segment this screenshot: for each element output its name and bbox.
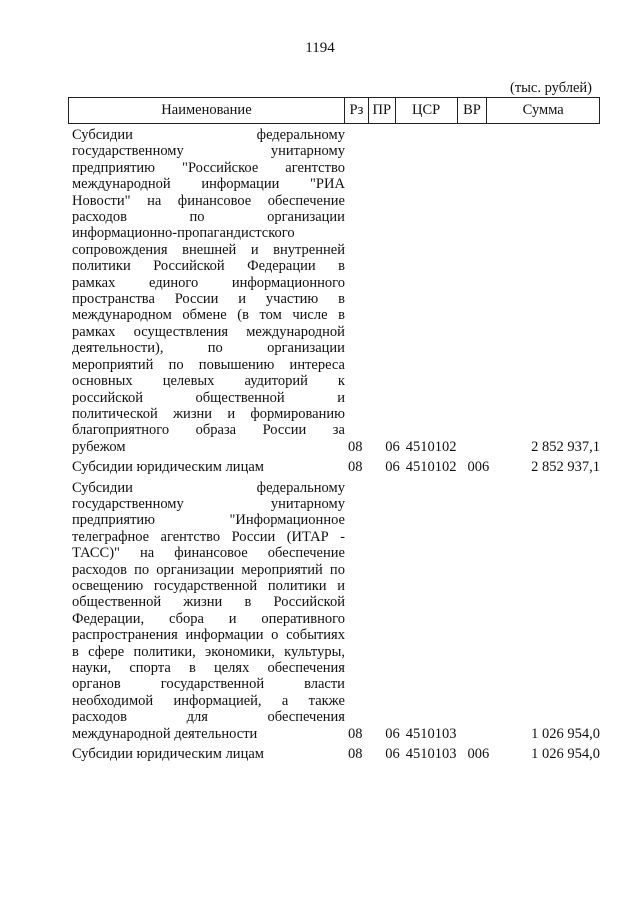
row-name-line: необходимой информацией, а также bbox=[72, 692, 345, 709]
row-name-line: Новости" на финансовое обеспечение bbox=[72, 192, 345, 209]
row-rz: 08 bbox=[347, 746, 363, 763]
row-sum: 1 026 954,0 bbox=[531, 725, 601, 742]
row-name-line: деятельности), по организации bbox=[72, 340, 345, 357]
row-name bbox=[68, 746, 345, 762]
row-name-line: Субсидии юридическим лицам bbox=[72, 746, 264, 763]
table-row bbox=[68, 480, 600, 743]
row-name-line: международной деятельности bbox=[72, 725, 258, 742]
row-name-line: науки, спорта в целях обеспечения bbox=[72, 660, 345, 676]
row-pr: 06 bbox=[385, 725, 400, 742]
row-name-line: органов государственной власти bbox=[72, 676, 345, 693]
row-sum: 1 026 954,0 bbox=[531, 746, 601, 763]
row-pr: 06 bbox=[385, 746, 400, 763]
row-name-line: рамках осуществления международной bbox=[72, 323, 345, 340]
row-name-line: российской общественной и bbox=[72, 389, 345, 406]
row-pr: 06 bbox=[385, 459, 400, 476]
row-pr: 06 bbox=[385, 438, 400, 455]
row-name-line: освещению государственной политики и bbox=[72, 577, 345, 594]
budget-table bbox=[68, 97, 600, 766]
header-pr: ПР bbox=[368, 98, 395, 123]
header-vr: ВР bbox=[457, 98, 487, 123]
row-sum: 2 852 937,1 bbox=[531, 438, 601, 455]
row-name-line: благоприятного образа России за bbox=[72, 422, 345, 439]
header-rz: Рз bbox=[344, 98, 368, 123]
row-name bbox=[68, 127, 345, 455]
row-name-line: государственному унитарному bbox=[72, 143, 345, 160]
table-row bbox=[68, 459, 600, 475]
row-name-line: предприятию "Информационное bbox=[72, 512, 345, 529]
row-name-line: мероприятий по повышению интереса bbox=[72, 356, 345, 373]
row-name-line: расходов по организации мероприятий по bbox=[72, 561, 345, 578]
row-name-line: информационно-пропагандистского bbox=[72, 225, 295, 242]
row-name-line: международной информации "РИА bbox=[72, 176, 345, 193]
row-rz: 08 bbox=[347, 459, 363, 476]
row-name-line: Федерации, сбора и оперативного bbox=[72, 610, 345, 627]
row-name-line: общественной жизни в Российской bbox=[72, 594, 345, 611]
row-name-line: рубежом bbox=[72, 438, 126, 455]
row-rz: 08 bbox=[347, 725, 363, 742]
units-label: (тыс. рублей) bbox=[510, 80, 592, 96]
row-sum: 2 852 937,1 bbox=[531, 459, 601, 476]
row-name-line: основных целевых аудиторий к bbox=[72, 373, 345, 390]
row-name-line: распространения информации о событиях bbox=[72, 627, 345, 644]
header-name: Наименование bbox=[161, 102, 252, 118]
table-row bbox=[68, 746, 600, 762]
row-name-line: расходов для обеспечения bbox=[72, 709, 345, 726]
row-name-line: Субсидии юридическим лицам bbox=[72, 459, 264, 476]
row-csr: 4510102 bbox=[405, 438, 457, 455]
row-name-line: в сфере политики, экономики, культуры, bbox=[72, 643, 345, 660]
row-rz: 08 bbox=[347, 438, 363, 455]
row-name-line: политики Российской Федерации в bbox=[72, 258, 345, 275]
row-name-line: государственному унитарному bbox=[72, 495, 345, 512]
row-name-line: Субсидии федеральному bbox=[72, 479, 345, 496]
page-number: 1194 bbox=[305, 40, 335, 56]
row-name-line: предприятию "Российское агентство bbox=[72, 159, 345, 176]
row-name bbox=[68, 480, 345, 743]
row-csr: 4510103 bbox=[405, 725, 457, 742]
header-csr: ЦСР bbox=[395, 98, 457, 123]
row-vr: 006 bbox=[467, 746, 490, 763]
table-row bbox=[68, 127, 600, 455]
row-name-line: сопровождения внешней и внутренней bbox=[72, 241, 345, 258]
row-name-line: расходов по организации bbox=[72, 209, 345, 226]
row-name-line: международном обмене (в том числе в bbox=[72, 307, 345, 324]
row-name-line: рамках единого информационного bbox=[72, 274, 345, 291]
table-header bbox=[68, 97, 600, 124]
table-body bbox=[68, 124, 600, 762]
row-csr: 4510103 bbox=[405, 746, 457, 763]
row-name-line: телеграфное агентство России (ИТАР - bbox=[72, 528, 345, 545]
row-name-line: пространства России и участию в bbox=[72, 291, 345, 308]
row-vr: 006 bbox=[467, 459, 490, 476]
header-sum: Сумма bbox=[486, 98, 599, 123]
row-name-line: Субсидии федеральному bbox=[72, 127, 345, 143]
row-name-line: ТАСС)" на финансовое обеспечение bbox=[72, 545, 345, 562]
row-csr: 4510102 bbox=[405, 459, 457, 476]
row-name-line: политической жизни и формированию bbox=[72, 405, 345, 422]
row-name bbox=[68, 459, 345, 475]
